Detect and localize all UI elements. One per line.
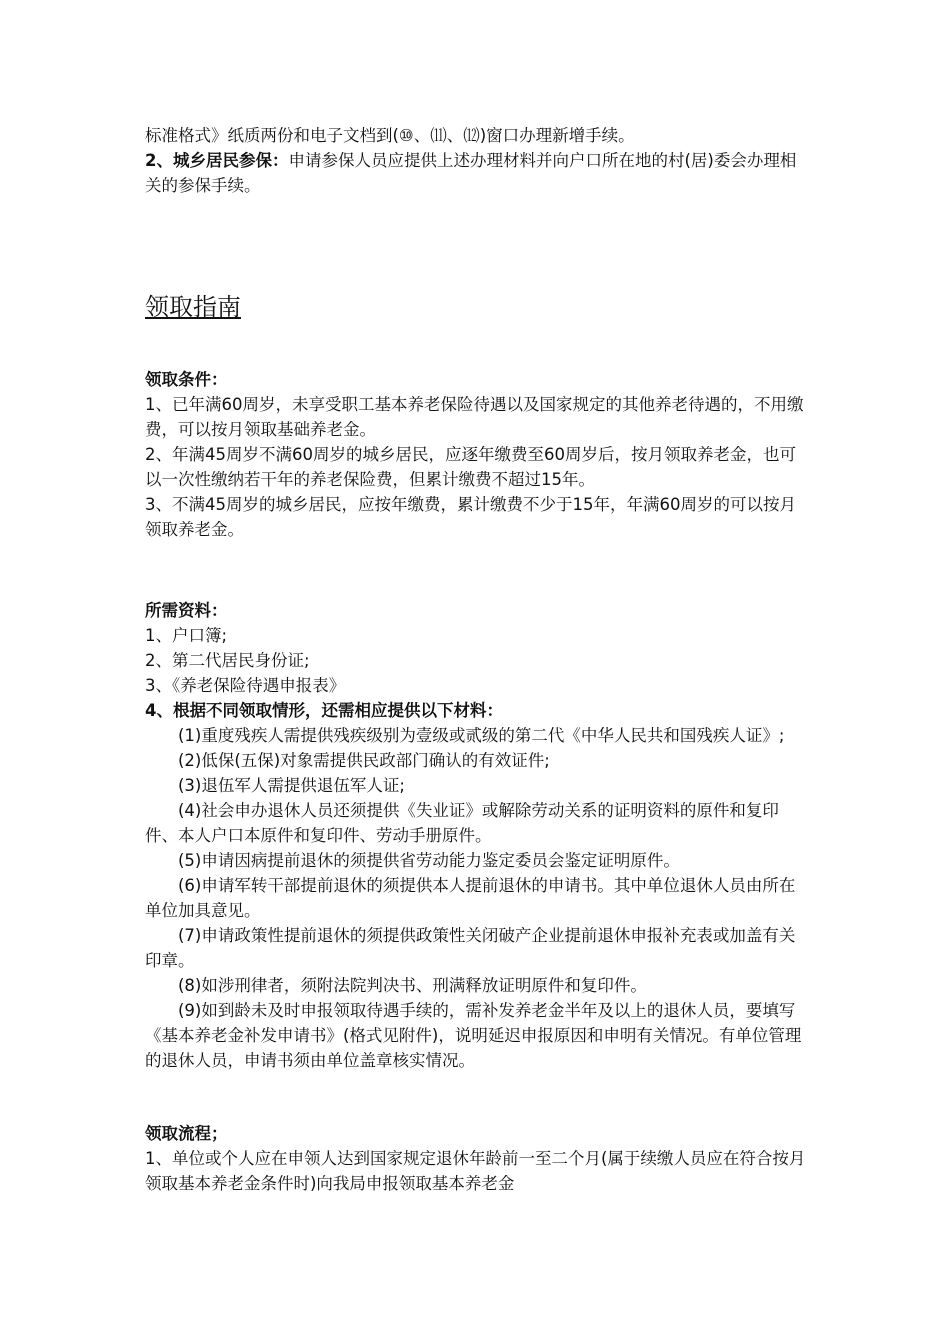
conditions-title: 领取条件：	[145, 370, 228, 389]
material-item: 3、《养老保险待遇申报表》	[145, 676, 346, 695]
intro-line: 标准格式》纸质两份和电子文档到(⑩、⑾、⑿)窗口办理新增手续。	[145, 126, 635, 145]
intro-item-2-title: 2、城乡居民参保：	[145, 151, 289, 170]
material-sub-item: (2)低保(五保)对象需提供民政部门确认的有效证件;	[178, 751, 550, 770]
material-sub-item: (3)退伍军人需提供退伍军人证;	[178, 776, 405, 795]
material-sub-item: (7)申请政策性提前退休的须提供政策性关闭破产企业提前退休申报补充表或加盖有关印章。	[145, 926, 796, 970]
condition-item: 2、年满45周岁不满60周岁的城乡居民，应逐年缴费至60周岁后，按月领取养老金，也可以一次性缴纳若干年的养老保险费，但累计缴费不超过15年。	[145, 445, 796, 489]
condition-item: 1、已年满60周岁，未享受职工基本养老保险待遇以及国家规定的其他养老待遇的，不用缴费，可以按月领取基础养老金。	[145, 395, 804, 439]
material-sub-item: (6)申请军转干部提前退休的须提供本人提前退休的申请书。其中单位退休人员由所在单位加具意见。	[145, 876, 796, 920]
intro-item-2-text: 申请参保人员应提供上述办理材料并向户口所在地的村(居)委会办理相关的参保手续。	[145, 151, 797, 195]
condition-item: 3、不满45周岁的城乡居民，应按年缴费，累计缴费不少于15年，年满60周岁的可以按月领取养老金。	[145, 495, 796, 539]
materials-title: 所需资料：	[145, 601, 228, 620]
material-sub-item: (9)如到龄未及时申报领取待遇手续的，需补发养老金半年及以上的退休人员，要填写《基本养老金补发申请书》(格式见附件)，说明延迟申报原因和申明有关情况。有单位管理的退休人员，申请书须由单位盖章核实情况。	[145, 1001, 802, 1070]
process-title: 领取流程；	[145, 1124, 228, 1143]
process-item: 1、单位或个人应在申领人达到国家规定退休年龄前一至二个月(属于续缴人员应在符合按月领取基本养老金条件时)向我局申报领取基本养老金	[145, 1149, 806, 1193]
material-sub-item: (4)社会申办退休人员还须提供《失业证》或解除劳动关系的证明资料的原件和复印件、本人户口本原件和复印件、劳动手册原件。	[145, 801, 779, 845]
material-item: 2、第二代居民身份证;	[145, 651, 310, 670]
material-sub-item: (5)申请因病提前退休的须提供省劳动能力鉴定委员会鉴定证明原件。	[178, 851, 680, 870]
document-page	[145, 123, 810, 1196]
material-sub-item: (1)重度残疾人需提供残疾级别为壹级或贰级的第二代《中华人民共和国残疾人证》;	[178, 726, 785, 745]
material-sub-item: (8)如涉刑律者，须附法院判决书、刑满释放证明原件和复印件。	[178, 976, 647, 995]
material-item: 1、户口簿;	[145, 626, 228, 645]
section-heading: 领取指南	[145, 293, 241, 321]
material-item-4-title: 4、根据不同领取情形，还需相应提供以下材料：	[145, 701, 503, 720]
intro-item-2	[145, 148, 810, 198]
